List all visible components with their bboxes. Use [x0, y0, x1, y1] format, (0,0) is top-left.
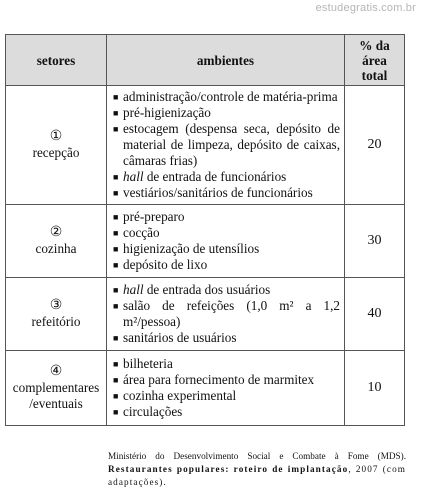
area-percent: 30	[345, 205, 405, 278]
item-text: sanitários de usuários	[123, 330, 237, 345]
list-item	[113, 372, 340, 388]
square-bullet-icon: ■	[113, 301, 119, 311]
sector-cell	[6, 278, 107, 351]
list-item	[113, 298, 344, 330]
item-text: salão de refeições (1,0 m² a 1,2 m²/pessoa)	[123, 298, 344, 329]
item-prefix: hall	[123, 169, 144, 184]
caption-tail: , 2007 (com adaptações).	[108, 464, 407, 487]
list-item	[113, 169, 340, 185]
sector-name-line2: /eventuais	[29, 396, 83, 411]
item-text: bilheteria	[123, 356, 173, 371]
square-bullet-icon: ■	[113, 172, 119, 182]
header-area-line1: % da	[359, 37, 390, 53]
sector-name: cozinha	[35, 241, 77, 256]
sector-name: complementares	[12, 380, 100, 395]
item-text: vestiários/sanitários de funcionários	[123, 185, 313, 200]
item-text: de entrada dos usuários	[143, 282, 271, 297]
watermark: estudegratis.com.br	[315, 2, 416, 14]
sectors-table	[5, 34, 405, 426]
area-percent: 40	[345, 278, 405, 351]
square-bullet-icon: ■	[113, 188, 119, 198]
list-item	[113, 282, 340, 298]
sector-name: recepção	[32, 145, 80, 160]
ambientes-list	[113, 209, 340, 273]
table-row	[6, 86, 405, 205]
item-text: circulações	[123, 404, 183, 419]
item-text: cozinha experimental	[123, 388, 237, 403]
list-item	[113, 356, 340, 372]
square-bullet-icon: ■	[113, 260, 119, 270]
item-text: cocção	[123, 225, 160, 240]
item-text: higienização de utensílios	[123, 241, 260, 256]
header-area-line2: área	[362, 52, 387, 68]
table-header-row	[6, 35, 405, 86]
sector-number: ②	[49, 225, 63, 240]
list-item	[113, 185, 340, 201]
ambientes-cell	[107, 351, 345, 426]
header-area-line3: total	[361, 67, 388, 83]
item-text: área para fornecimento de marmitex	[123, 372, 315, 387]
ambientes-cell	[107, 86, 345, 205]
list-item	[113, 330, 340, 346]
item-text: administração/controle de matéria-prima	[123, 89, 338, 104]
item-prefix: hall	[123, 282, 144, 297]
sector-number: ①	[49, 129, 63, 144]
source-caption	[108, 450, 406, 489]
square-bullet-icon: ■	[113, 92, 119, 102]
ambientes-list	[113, 356, 340, 420]
list-item	[113, 257, 340, 273]
square-bullet-icon: ■	[113, 108, 119, 118]
ambientes-cell	[107, 205, 345, 278]
table-row	[6, 278, 405, 351]
square-bullet-icon: ■	[113, 285, 119, 295]
table-row	[6, 205, 405, 278]
caption-title: Restaurantes populares: roteiro de implantação	[108, 464, 349, 474]
list-item	[113, 121, 344, 169]
list-item	[113, 225, 340, 241]
sector-cell	[6, 205, 107, 278]
list-item	[113, 404, 340, 420]
header-setores: setores	[6, 35, 107, 86]
sector-cell	[6, 86, 107, 205]
sector-name: refeitório	[31, 314, 81, 329]
ambientes-cell	[107, 278, 345, 351]
list-item	[113, 105, 340, 121]
area-percent: 20	[345, 86, 405, 205]
square-bullet-icon: ■	[113, 244, 119, 254]
item-text: pré-preparo	[123, 209, 185, 224]
square-bullet-icon: ■	[113, 124, 119, 134]
square-bullet-icon: ■	[113, 359, 119, 369]
sector-cell	[6, 351, 107, 426]
square-bullet-icon: ■	[113, 212, 119, 222]
list-item	[113, 241, 340, 257]
square-bullet-icon: ■	[113, 228, 119, 238]
list-item	[113, 388, 340, 404]
item-text: depósito de lixo	[123, 257, 208, 272]
table-row	[6, 351, 405, 426]
square-bullet-icon: ■	[113, 407, 119, 417]
header-ambientes: ambientes	[107, 35, 345, 86]
item-text: de entrada de funcionários	[143, 169, 287, 184]
ambientes-list	[113, 282, 344, 346]
list-item	[113, 89, 340, 105]
square-bullet-icon: ■	[113, 375, 119, 385]
item-text: estocagem (despensa seca, depósito de material de limpeza, depósito de caixas, câmaras frias)	[123, 121, 344, 168]
ambientes-list	[113, 89, 344, 201]
sector-number: ③	[49, 298, 63, 313]
caption-source: Ministério do Desenvolvimento Social e Combate à Fome (MDS).	[108, 451, 406, 461]
square-bullet-icon: ■	[113, 333, 119, 343]
list-item	[113, 209, 340, 225]
header-area-total	[345, 35, 405, 86]
item-text: pré-higienização	[123, 105, 211, 120]
area-percent: 10	[345, 351, 405, 426]
sector-number: ④	[49, 364, 63, 379]
square-bullet-icon: ■	[113, 391, 119, 401]
